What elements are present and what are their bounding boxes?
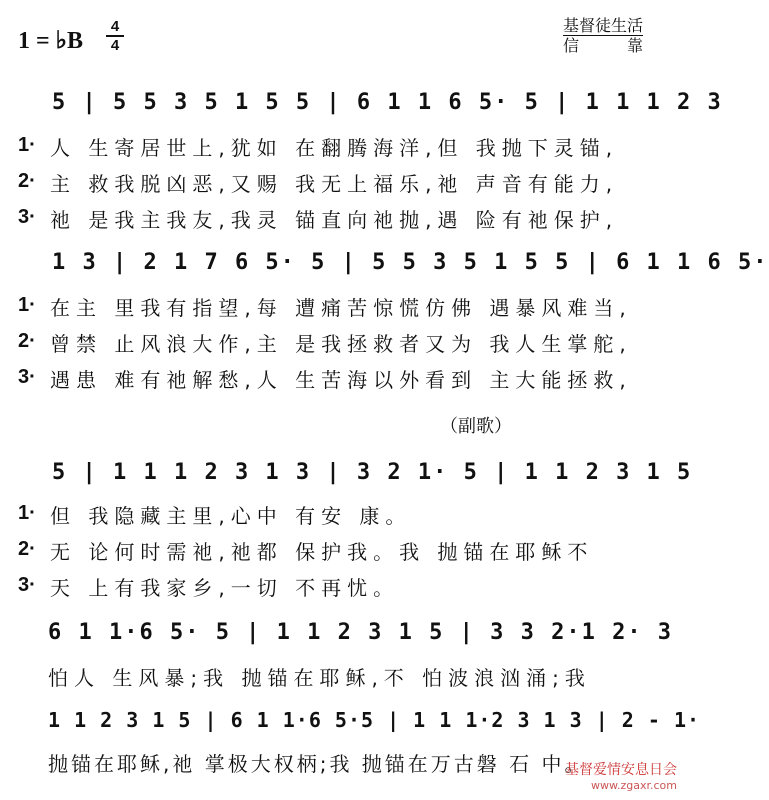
verse-number: 3· (18, 574, 36, 596)
lyric-line: 祂 是我主我友,我灵 锚直向祂抛,遇 险有祂保护, (50, 208, 619, 232)
verse-number: 2· (18, 170, 36, 192)
lyric-line: 遇患 难有祂解愁,人 生苦海以外看到 主大能拯救, (50, 368, 632, 392)
notation-line-3: 5 | 1 1 1 2 3 1 3 | 3 2 1· 5 | 1 1 2 3 1 5 (52, 460, 693, 485)
time-sig-bottom: 4 (110, 37, 120, 54)
notation-line-5: 1 1 2 3 1 5 | 6 1 1·6 5·5 | 1 1 1·2 3 1 3 | 2 - 1· (48, 708, 701, 732)
lyric-line: 主 救我脱凶恶,又赐 我无上福乐,祂 声音有能力, (50, 172, 619, 196)
lyric-line: 无 论何时需祂,祂都 保护我。我 抛锚在耶稣不 (50, 540, 594, 564)
notation-line-1: 5 | 5 5 3 5 1 5 5 | 6 1 1 6 5· 5 | 1 1 1 2 3 (52, 90, 723, 115)
author-name: 信 靠 (562, 36, 643, 55)
source-book: 基督徒生活 (562, 16, 643, 35)
notation-line-2: 1 3 | 2 1 7 6 5· 5 | 5 5 3 5 1 5 5 | 6 1 1 6 5· (52, 250, 769, 275)
lyric-line: 但 我隐藏主里,心中 有安 康。 (50, 504, 412, 528)
lyric-line: 抛锚在耶稣,祂 掌极大权柄;我 抛锚在万古磐 石 中。 (48, 752, 588, 776)
lyric-line: 人 生寄居世上,犹如 在翻腾海洋,但 我抛下灵锚, (50, 136, 619, 160)
lyric-line: 在主 里我有指望,每 遭痛苦惊慌仿佛 遇暴风难当, (50, 296, 632, 320)
verse-number: 1· (18, 134, 36, 156)
verse-number: 1· (18, 502, 36, 524)
time-signature (106, 18, 124, 54)
notation-line-4: 6 1 1·6 5· 5 | 1 1 2 3 1 5 | 3 3 2·1 2· 3 (48, 620, 674, 645)
key-signature: 1 = ♭B (18, 28, 84, 54)
verse-number: 2· (18, 330, 36, 352)
watermark (565, 762, 677, 794)
lyric-line: 怕人 生风暴;我 抛锚在耶稣,不 怕波浪汹涌;我 (48, 666, 591, 690)
chorus-label: （副歌） (440, 416, 512, 437)
lyric-line: 曾禁 止风浪大作,主 是我拯救者又为 我人生掌舵, (50, 332, 632, 356)
verse-number: 1· (18, 294, 36, 316)
time-sig-top: 4 (106, 18, 124, 37)
watermark-url: www.zgaxr.com (591, 779, 677, 792)
watermark-text: 基督爱情安息日会 (565, 762, 677, 778)
verse-number: 3· (18, 206, 36, 228)
verse-number: 2· (18, 538, 36, 560)
lyric-line: 天 上有我家乡,一切 不再忧。 (50, 576, 400, 600)
verse-number: 3· (18, 366, 36, 388)
song-source (563, 16, 643, 55)
